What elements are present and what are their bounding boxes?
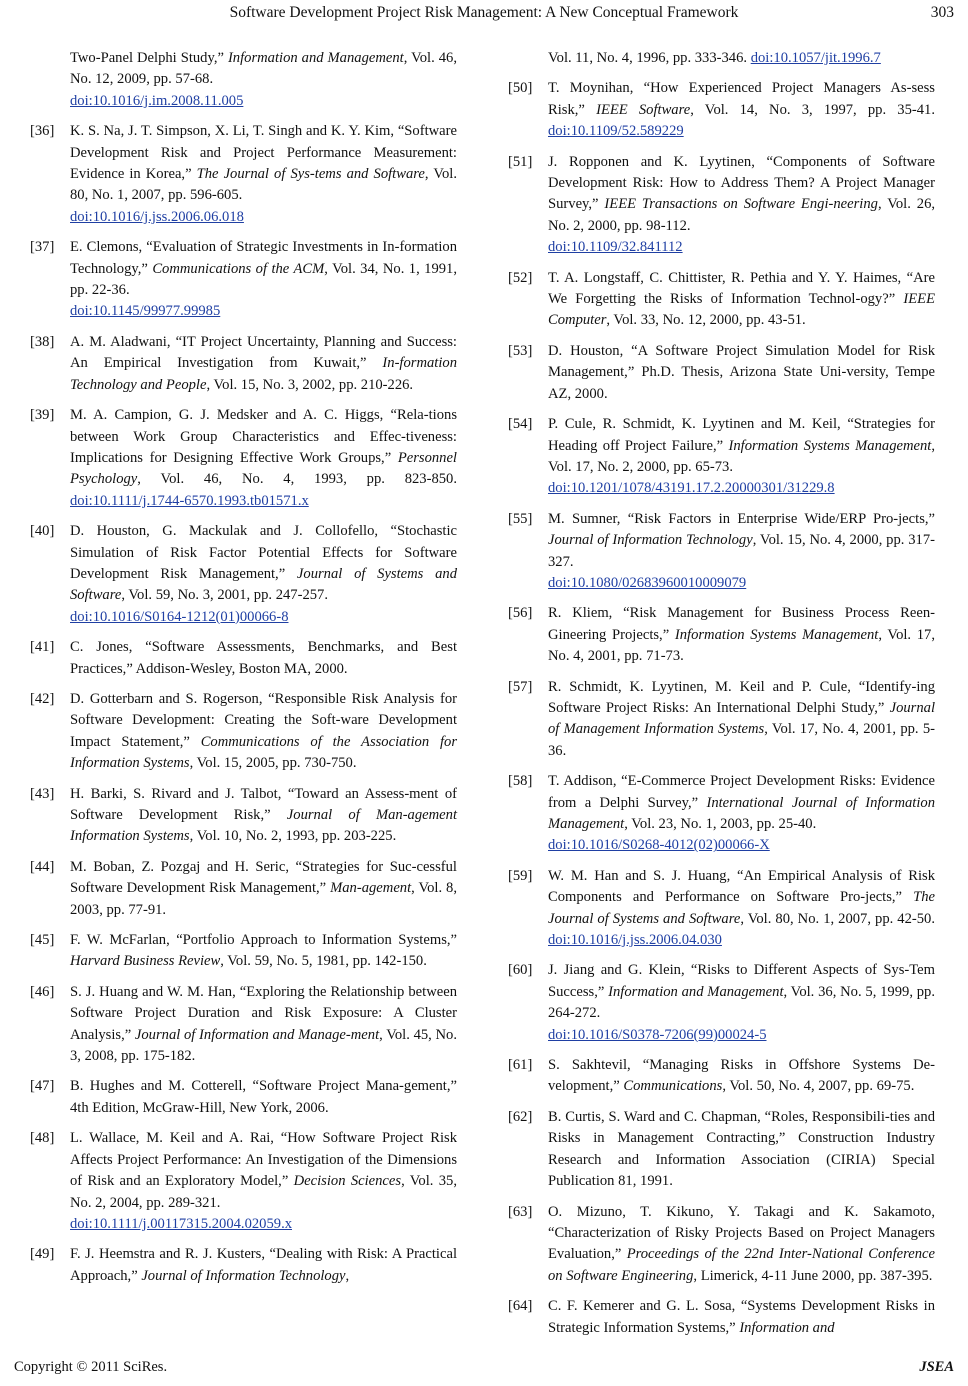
reference-entry (508, 341, 935, 405)
reference-text: , Vol. 10, No. 2, 1993, pp. 203-225. (189, 828, 397, 845)
reference-number: [52] (508, 269, 533, 286)
running-title: Software Development Project Risk Management: A New Conceptual Framework (229, 4, 739, 21)
reference-number: [49] (30, 1246, 55, 1263)
doi-link[interactable]: doi:10.1111/j.1744-6570.1993.tb01571.x (70, 492, 309, 509)
reference-text: , Vol. 14, No. 3, 1997, pp. 35-41. (690, 101, 935, 118)
reference-entry (508, 771, 935, 857)
reference-text: , Vol. 34, No. 1, 1991, pp. 22-36. (70, 260, 457, 299)
reference-number: [41] (30, 639, 55, 656)
reference-entry (508, 1107, 935, 1193)
reference-source-title: Journal of Management Information Systems (548, 699, 935, 738)
reference-entry (30, 689, 457, 775)
reference-number: [40] (30, 523, 55, 540)
reference-number: [61] (508, 1057, 533, 1074)
reference-text: E. Clemons, “Evaluation of Strategic Investments in In-formation Technology,” (70, 239, 457, 277)
reference-entry (30, 405, 457, 512)
reference-number: [38] (30, 333, 55, 350)
reference-entry (508, 1296, 935, 1339)
reference-text: , Vol. 26, No. 2, 2000, pp. 98-112. (548, 196, 936, 234)
reference-source-title: IEEE Computer (548, 291, 935, 329)
reference-number: [51] (508, 153, 533, 170)
reference-source-title: Communications of the Association for Information Systems (70, 733, 457, 772)
reference-text: , Vol. 17, No. 4, 2001, pp. 71-73. (548, 626, 935, 665)
reference-text: F. J. Heemstra and R. J. Kusters, “Dealing with Risk: A Practical Approach,” (70, 1246, 457, 1284)
reference-number: [53] (508, 342, 533, 359)
reference-entry (508, 1055, 935, 1098)
reference-text: B. Curtis, S. Ward and C. Chapman, “Roles, Responsibili-ties and Risks in Management Contracting,” Construction Industry Research and Information Association (CIRIA) Special Publication 81, 1991. (548, 1108, 935, 1190)
reference-source-title: International Journal of Information Management (548, 794, 935, 832)
reference-text: , Vol. 15, 2005, pp. 730-750. (189, 755, 357, 772)
reference-entry (508, 866, 935, 952)
reference-text: , Vol. 46, No. 4, 1993, pp. 823-850. (137, 471, 457, 488)
reference-entry (508, 603, 935, 667)
reference-text: , Vol. 80, No. 1, 2007, pp. 42-50. (740, 910, 935, 927)
reference-entry (30, 332, 457, 396)
doi-link[interactable]: doi:10.1109/32.841112 (548, 239, 683, 256)
doi-link[interactable]: doi:10.1145/99977.99985 (70, 303, 221, 320)
doi-link[interactable]: doi:10.1016/j.jss.2006.04.030 (548, 932, 722, 949)
reference-source-title: The Journal of Systems and Software (548, 889, 935, 927)
reference-number: [60] (508, 962, 533, 979)
reference-text: S. J. Huang and W. M. Han, “Exploring the Relationship between Software Project Duration and Risk Exposure: A Cluster Analysis,” (70, 983, 457, 1043)
running-header (0, 4, 968, 22)
reference-number: [45] (30, 932, 55, 949)
doi-link[interactable]: doi:10.1080/02683960010009079 (548, 574, 747, 591)
reference-source-title: The Journal of Sys-tems and Software (196, 166, 425, 183)
reference-source-title: Journal of Information and Manage-ment (134, 1026, 380, 1043)
reference-entry (30, 1076, 457, 1119)
reference-number: [58] (508, 773, 533, 790)
reference-source-title: Personnel Psychology (70, 449, 457, 488)
reference-source-title: Journal of Man-agement Information Systems (70, 807, 457, 845)
page-number: 303 (930, 4, 954, 21)
reference-source-title: Communications of the ACM (152, 260, 325, 277)
reference-text: M. Sumner, “Risk Factors in Enterprise Wide/ERP Pro-jects,” (548, 510, 935, 527)
reference-entry (30, 237, 457, 323)
reference-text: , Vol. 45, No. 3, 2008, pp. 175-182. (70, 1026, 457, 1065)
reference-number: [57] (508, 678, 533, 695)
reference-text: , Vol. 59, No. 5, 1981, pp. 142-150. (220, 953, 427, 970)
reference-text: , Vol. 17, No. 2, 2000, pp. 65-73. (548, 437, 936, 475)
reference-entry (508, 268, 935, 332)
reference-text: L. Wallace, M. Keil and A. Rai, “How Software Project Risk Affects Project Performance: An Investigation of the Dimensions of Risk and an Exploratory Model,” (70, 1130, 457, 1190)
reference-source-title: Proceedings of the 22nd Inter-National Conference on Software Engineering (548, 1246, 935, 1284)
reference-text: F. W. McFarlan, “Portfolio Approach to Information Systems,” (70, 932, 457, 949)
reference-text: H. Barki, S. Rivard and J. Talbot, “Toward an Assess-ment of Software Development Risk,” (70, 785, 457, 823)
reference-text: M. Boban, Z. Pozgaj and H. Seric, “Strategies for Suc-cessful Software Development Risk Management,” (70, 858, 457, 897)
doi-link[interactable]: doi:10.1016/S0268-4012(02)00066-X (548, 837, 770, 854)
reference-number: [55] (508, 510, 533, 527)
right-reference-column (508, 48, 935, 1348)
reference-text: M. A. Campion, G. J. Medsker and A. C. Higgs, “Rela-tions between Work Group Characteristics and Effec-tiveness: Implications for Designing Effective Work Groups,” (70, 407, 457, 466)
reference-entry (508, 677, 935, 763)
reference-number: [47] (30, 1078, 55, 1095)
reference-text: , Vol. 50, No. 4, 2007, pp. 69-75. (722, 1078, 915, 1095)
reference-text: K. S. Na, J. T. Simpson, X. Li, T. Singh and K. Y. Kim, “Software Development Risk and Project Performance Measurement: Evidence in Korea,” (70, 123, 457, 183)
reference-source-title: Decision Sciences (293, 1173, 402, 1190)
reference-number: [44] (30, 858, 55, 875)
reference-entry (508, 960, 935, 1046)
reference-text: D. Gotterbarn and S. Rogerson, “Responsible Risk Analysis for Software Development: Creating the Soft-ware Development Impact Statement,” (70, 690, 457, 750)
reference-text: Vol. 11, No. 4, 1996, pp. 333-346. (548, 50, 751, 66)
reference-text: O. Mizuno, T. Kikuno, Y. Takagi and K. Sakamoto, “Characterization of Risky Projects Based on Project Managers Evaluation,” (548, 1203, 935, 1263)
reference-text: , Limerick, 4-11 June 2000, pp. 387-395. (693, 1267, 933, 1284)
copyright-notice: Copyright © 2011 SciRes. (14, 1359, 168, 1375)
reference-text: C. F. Kemerer and G. L. Sosa, “Systems Development Risks in Strategic Information Systems,” (548, 1298, 935, 1336)
reference-text: , Vol. 46, No. 12, 2009, pp. 57-68. (70, 50, 457, 88)
doi-link[interactable]: doi:10.1016/j.jss.2006.06.018 (70, 208, 244, 225)
reference-entry (30, 1244, 457, 1287)
reference-entry (508, 152, 935, 259)
reference-entry (508, 48, 935, 69)
doi-link[interactable]: doi:10.1057/jit.1996.7 (750, 50, 881, 66)
reference-text: C. Jones, “Software Assessments, Benchmarks, and Best Practices,” Addison-Wesley, Boston MA, 2000. (70, 639, 457, 677)
reference-number: [48] (30, 1130, 55, 1147)
reference-entry (508, 509, 935, 595)
reference-number: [43] (30, 785, 55, 802)
reference-source-title: Information and Management (608, 983, 784, 1000)
reference-text: , Vol. 15, No. 3, 2002, pp. 210-226. (206, 376, 414, 393)
reference-text: , Vol. 35, No. 2, 2004, pp. 289-321. (70, 1173, 457, 1211)
reference-text: J. Jiang and G. Klein, “Risks to Different Aspects of Sys-Tem Success,” (548, 962, 935, 1000)
reference-source-title: Communications (623, 1078, 723, 1095)
reference-text: , Vol. 15, No. 4, 2000, pp. 317-327. (548, 532, 935, 570)
reference-text: P. Cule, R. Schmidt, K. Lyytinen and M. Keil, “Strategies for Heading off Project Failure,” (548, 416, 935, 454)
reference-entry (508, 78, 935, 142)
reference-entry (30, 521, 457, 628)
reference-entry (30, 48, 457, 112)
reference-text: W. M. Han and S. J. Huang, “An Empirical Analysis of Risk Components and Performance on Software Pro-jects,” (548, 867, 935, 906)
reference-source-title: Journal of Information Technology (548, 532, 753, 549)
reference-entry (30, 784, 457, 848)
doi-link[interactable]: doi:10.1016/S0378-7206(99)00024-5 (548, 1026, 767, 1043)
reference-entry (30, 930, 457, 973)
reference-text: , Vol. 17, No. 4, 2001, pp. 5-36. (548, 721, 935, 759)
reference-text: R. Kliem, “Risk Management for Business Process Reen-Gineering Projects,” (548, 605, 935, 643)
doi-link[interactable]: doi:10.1109/52.589229 (548, 123, 684, 140)
reference-number: [46] (30, 983, 55, 1000)
reference-text: , Vol. 8, 2003, pp. 77-91. (70, 880, 457, 918)
reference-text: J. Ropponen and K. Lyytinen, “Components of Software Development Risk: How to Address Them? A Project Manager Survey,” (548, 153, 935, 213)
left-reference-column (30, 48, 457, 1296)
reference-text: , Vol. 80, No. 1, 2007, pp. 596-605. (70, 166, 457, 204)
reference-source-title: IEEE Software (596, 101, 691, 118)
reference-entry (30, 637, 457, 680)
reference-text: Two-Panel Delphi Study,” (70, 50, 228, 66)
reference-text: D. Houston, G. Mackulak and J. Collofello, “Stochastic Simulation of Risk Factor Potential Effects for Software Development Risk Management,” (70, 523, 457, 582)
reference-source-title: Man-agement (330, 880, 412, 897)
reference-entry (30, 982, 457, 1068)
reference-number: [59] (508, 867, 533, 884)
reference-text: , Vol. 59, No. 3, 2001, pp. 247-257. (121, 587, 328, 604)
reference-number: [50] (508, 80, 533, 97)
reference-text: , Vol. 36, No. 5, 1999, pp. 264-272. (548, 983, 935, 1022)
reference-entry (508, 414, 935, 500)
doi-link[interactable]: doi:10.1016/S0164-1212(01)00066-8 (70, 608, 289, 625)
reference-source-title: Information and Management (227, 50, 404, 66)
reference-source-title: IEEE Transactions on Software Engi-neering (604, 196, 878, 213)
reference-entry (30, 857, 457, 921)
reference-source-title: Journal of Systems and Software (70, 565, 457, 604)
reference-number: [63] (508, 1203, 533, 1220)
reference-text: T. Moynihan, “How Experienced Project Managers As-sess Risk,” (548, 80, 935, 118)
reference-text: A. M. Aladwani, “IT Project Uncertainty, Planning and Success: An Empirical Investigation from Kuwait,” (70, 333, 457, 372)
reference-number: [36] (30, 123, 55, 140)
reference-source-title: Information Systems Management (728, 437, 932, 454)
reference-source-title: Information and (739, 1319, 835, 1336)
reference-text: , Vol. 33, No. 12, 2000, pp. 43-51. (606, 312, 806, 329)
journal-abbreviation: JSEA (919, 1359, 954, 1375)
reference-number: [54] (508, 416, 533, 433)
reference-source-title: Harvard Business Review (70, 953, 221, 970)
reference-number: [56] (508, 605, 533, 622)
reference-number: [64] (508, 1298, 533, 1315)
reference-entry (30, 121, 457, 228)
reference-text: T. Addison, “E-Commerce Project Development Risks: Evidence from a Delphi Survey,” (548, 773, 935, 811)
reference-number: [62] (508, 1108, 533, 1125)
doi-link[interactable]: doi:10.1016/j.im.2008.11.005 (70, 92, 244, 109)
reference-source-title: In-formation Technology and People (70, 355, 457, 393)
reference-text: S. Sakhtevil, “Managing Risks in Offshore Systems De-velopment,” (548, 1057, 935, 1095)
reference-text: D. Houston, “A Software Project Simulation Model for Risk Management,” Ph.D. Thesis, Arizona State Uni-versity, Tempe AZ, 2000. (548, 342, 935, 402)
reference-text: , (345, 1267, 350, 1284)
reference-entry (508, 1202, 935, 1288)
reference-source-title: Journal of Information Technology (141, 1267, 346, 1284)
reference-entry (30, 1128, 457, 1235)
reference-number: [39] (30, 407, 55, 424)
reference-number: [42] (30, 690, 55, 707)
reference-source-title: Information Systems Management (674, 626, 879, 643)
reference-text: R. Schmidt, K. Lyytinen, M. Keil and P. Cule, “Identify-ing Software Project Risks: An International Delphi Study,” (548, 678, 935, 716)
reference-text: , Vol. 23, No. 1, 2003, pp. 25-40. (624, 816, 817, 832)
reference-text: B. Hughes and M. Cotterell, “Software Project Mana-gement,” 4th Edition, McGraw-Hill, New York, 2006. (70, 1078, 457, 1116)
reference-text: T. A. Longstaff, C. Chittister, R. Pethia and Y. Y. Haimes, “Are We Forgetting the Risks of Information Technol-ogy?” (548, 269, 935, 308)
doi-link[interactable]: doi:10.1111/j.00117315.2004.02059.x (70, 1215, 293, 1232)
doi-link[interactable]: doi:10.1201/1078/43191.17.2.20000301/31229.8 (548, 480, 835, 497)
reference-number: [37] (30, 239, 55, 256)
